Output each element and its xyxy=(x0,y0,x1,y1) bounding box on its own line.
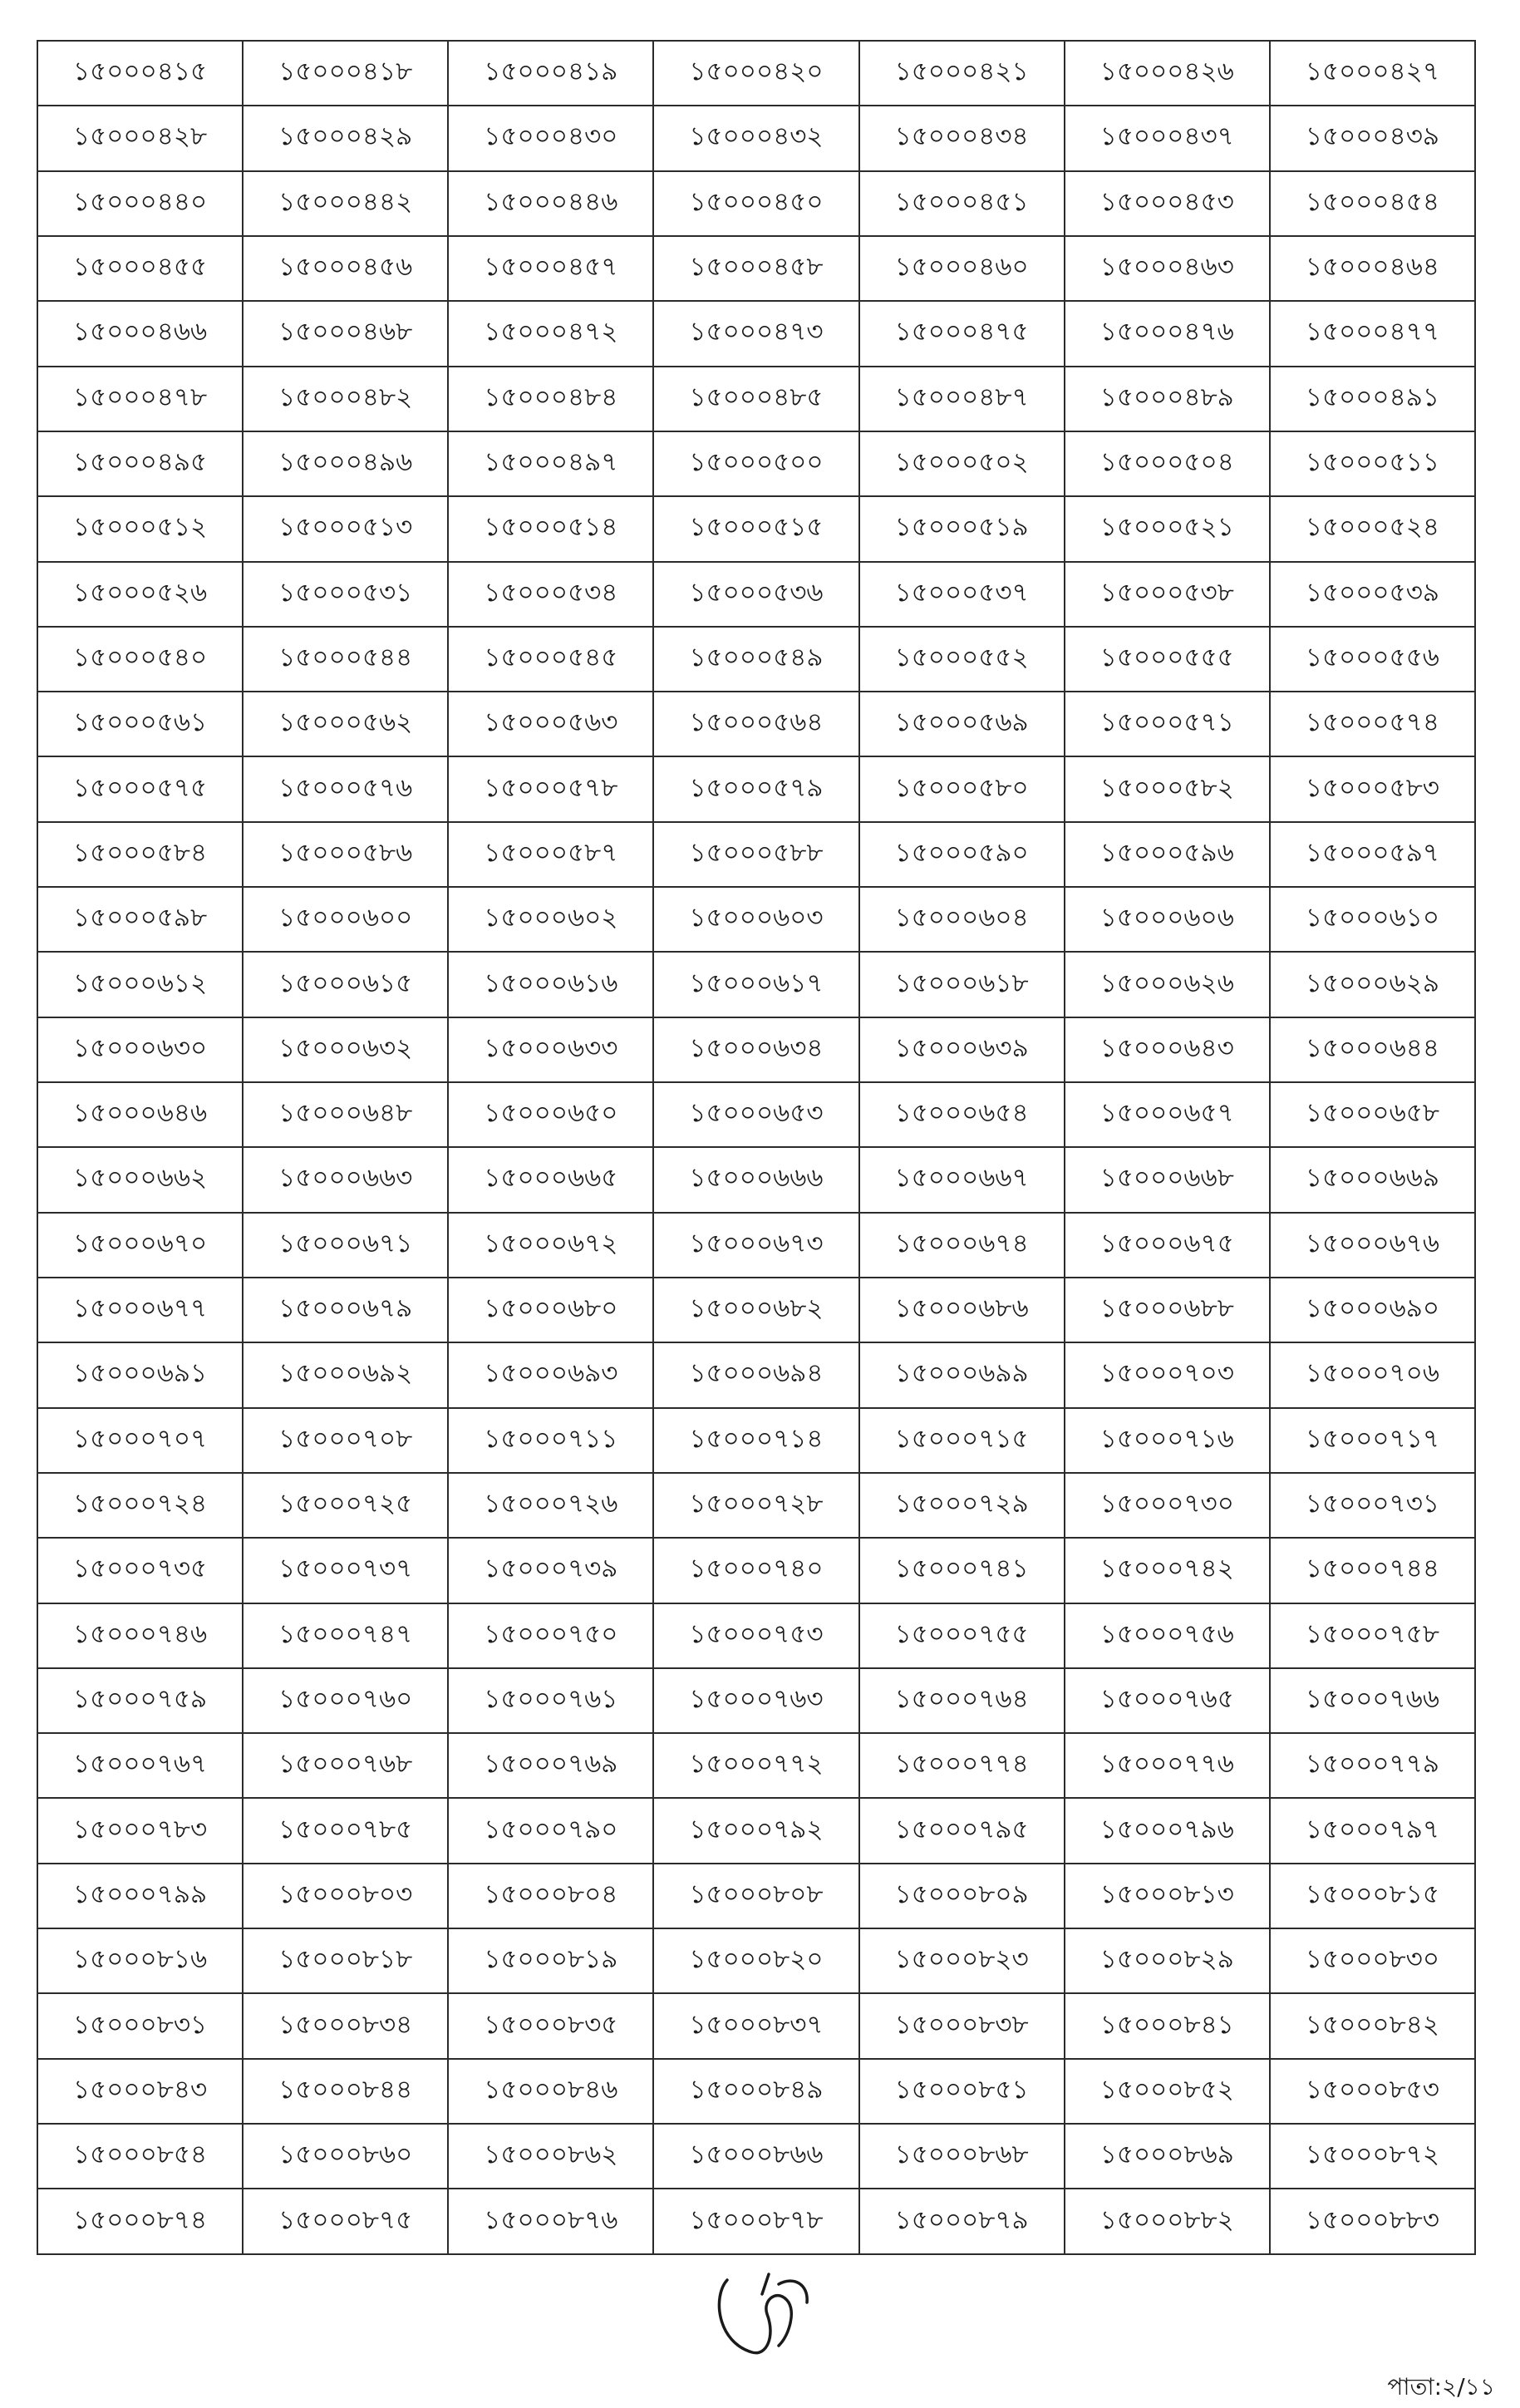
roll-number-cell: ১৫০০০৫৩৭ xyxy=(859,562,1065,627)
roll-number-cell: ১৫০০০৫১১ xyxy=(1270,431,1475,496)
table-row xyxy=(37,1278,1475,1342)
roll-number-cell: ১৫০০০৬৪৩ xyxy=(1065,1017,1270,1082)
roll-number-cell: ১৫০০০৫৬১ xyxy=(37,692,243,756)
table-row xyxy=(37,1082,1475,1147)
roll-number-cell: ১৫০০০৮৭৫ xyxy=(243,2189,448,2254)
roll-number-cell: ১৫০০০৮৩৪ xyxy=(243,1993,448,2058)
roll-number-cell: ১৫০০০৬০৩ xyxy=(653,887,858,952)
roll-number-cell: ১৫০০০৫৮৩ xyxy=(1270,756,1475,821)
roll-number-cell: ১৫০০০৫৮৭ xyxy=(448,822,653,887)
roll-number-cell: ১৫০০০৪৭৮ xyxy=(37,367,243,431)
roll-number-cell: ১৫০০০৪৫৪ xyxy=(1270,171,1475,236)
roll-number-cell: ১৫০০০৬৯২ xyxy=(243,1342,448,1407)
table-row xyxy=(37,496,1475,561)
roll-number-cell: ১৫০০০৫৯৮ xyxy=(37,887,243,952)
roll-number-cell: ১৫০০০৮১৯ xyxy=(448,1928,653,1993)
roll-number-cell: ১৫০০০৭৪১ xyxy=(859,1538,1065,1603)
roll-number-cell: ১৫০০০৫৩১ xyxy=(243,562,448,627)
table-row xyxy=(37,1798,1475,1863)
roll-number-cell: ১৫০০০৬৫৪ xyxy=(859,1082,1065,1147)
roll-number-cell: ১৫০০০৮৭৬ xyxy=(448,2189,653,2254)
roll-number-cell: ১৫০০০৮৭৪ xyxy=(37,2189,243,2254)
roll-number-cell: ১৫০০০৪৩৯ xyxy=(1270,106,1475,170)
roll-number-cell: ১৫০০০৭৫৬ xyxy=(1065,1603,1270,1668)
roll-number-cell: ১৫০০০৬১০ xyxy=(1270,887,1475,952)
roll-number-cell: ১৫০০০৮৬০ xyxy=(243,2124,448,2189)
table-row xyxy=(37,1017,1475,1082)
roll-number-cell: ১৫০০০৪৫৮ xyxy=(653,236,858,301)
table-row xyxy=(37,1538,1475,1603)
roll-number-cell: ১৫০০০৫১৯ xyxy=(859,496,1065,561)
roll-number-cell: ১৫০০০৪৯৫ xyxy=(37,431,243,496)
roll-number-cell: ১৫০০০৭২৫ xyxy=(243,1473,448,1538)
table-row xyxy=(37,1147,1475,1212)
roll-number-cell: ১৫০০০৭২৬ xyxy=(448,1473,653,1538)
roll-number-cell: ১৫০০০৪৩০ xyxy=(448,106,653,170)
roll-number-cell: ১৫০০০৬৬৫ xyxy=(448,1147,653,1212)
roll-number-cell: ১৫০০০৬৪৬ xyxy=(37,1082,243,1147)
roll-number-cell: ১৫০০০৮০৩ xyxy=(243,1864,448,1928)
roll-number-cell: ১৫০০০৫৪৫ xyxy=(448,627,653,692)
roll-number-cell: ১৫০০০৭০৮ xyxy=(243,1408,448,1473)
roll-number-cell: ১৫০০০৪১৫ xyxy=(37,41,243,106)
roll-number-cell: ১৫০০০৫৪৯ xyxy=(653,627,858,692)
roll-number-cell: ১৫০০০৫৯০ xyxy=(859,822,1065,887)
roll-number-cell: ১৫০০০৬১৭ xyxy=(653,952,858,1017)
roll-number-cell: ১৫০০০৮৪৬ xyxy=(448,2059,653,2124)
roll-number-cell: ১৫০০০৭৭৯ xyxy=(1270,1733,1475,1798)
roll-number-cell: ১৫০০০৭৮৩ xyxy=(37,1798,243,1863)
roll-number-cell: ১৫০০০৬৯৪ xyxy=(653,1342,858,1407)
roll-number-cell: ১৫০০০৫২৬ xyxy=(37,562,243,627)
roll-number-cell: ১৫০০০৬৫০ xyxy=(448,1082,653,1147)
roll-number-cell: ১৫০০০৫০৪ xyxy=(1065,431,1270,496)
roll-number-cell: ১৫০০০৭১৫ xyxy=(859,1408,1065,1473)
roll-number-cell: ১৫০০০৬০৪ xyxy=(859,887,1065,952)
roll-number-cell: ১৫০০০৭৯২ xyxy=(653,1798,858,1863)
roll-number-cell: ১৫০০০৭৬৫ xyxy=(1065,1668,1270,1733)
roll-number-cell: ১৫০০০৭৩৭ xyxy=(243,1538,448,1603)
roll-number-cell: ১৫০০০৪৬০ xyxy=(859,236,1065,301)
roll-number-cell: ১৫০০০৬১২ xyxy=(37,952,243,1017)
table-row xyxy=(37,756,1475,821)
roll-number-cell: ১৫০০০৭৬৮ xyxy=(243,1733,448,1798)
roll-number-cell: ১৫০০০৮৪১ xyxy=(1065,1993,1270,2058)
roll-number-cell: ১৫০০০৮৭৮ xyxy=(653,2189,858,2254)
roll-number-cell: ১৫০০০৬৯৯ xyxy=(859,1342,1065,1407)
roll-number-cell: ১৫০০০৭৬৬ xyxy=(1270,1668,1475,1733)
roll-number-cell: ১৫০০০৮৬৮ xyxy=(859,2124,1065,2189)
roll-number-cell: ১৫০০০৫০২ xyxy=(859,431,1065,496)
roll-number-cell: ১৫০০০৭৬৩ xyxy=(653,1668,858,1733)
roll-number-cell: ১৫০০০৪৫৬ xyxy=(243,236,448,301)
roll-number-cell: ১৫০০০৬৮২ xyxy=(653,1278,858,1342)
roll-number-cell: ১৫০০০৪৫৫ xyxy=(37,236,243,301)
roll-number-cell: ১৫০০০৫৪৪ xyxy=(243,627,448,692)
roll-number-cell: ১৫০০০৭৩৫ xyxy=(37,1538,243,1603)
roll-number-cell: ১৫০০০৬৬২ xyxy=(37,1147,243,1212)
roll-number-cell: ১৫০০০৭৮৫ xyxy=(243,1798,448,1863)
roll-number-cell: ১৫০০০৭৯৬ xyxy=(1065,1798,1270,1863)
roll-number-cell: ১৫০০০৭৬১ xyxy=(448,1668,653,1733)
roll-number-cell: ১৫০০০৪৯১ xyxy=(1270,367,1475,431)
roll-number-cell: ১৫০০০৮০৯ xyxy=(859,1864,1065,1928)
roll-number-cell: ১৫০০০৬৫৭ xyxy=(1065,1082,1270,1147)
roll-number-cell: ১৫০০০৬৬৯ xyxy=(1270,1147,1475,1212)
roll-number-cell: ১৫০০০৪২৬ xyxy=(1065,41,1270,106)
roll-number-cell: ১৫০০০৫৯৬ xyxy=(1065,822,1270,887)
roll-number-cell: ১৫০০০৮১৮ xyxy=(243,1928,448,1993)
table-row xyxy=(37,301,1475,366)
roll-number-cell: ১৫০০০৬৫৮ xyxy=(1270,1082,1475,1147)
roll-number-cell: ১৫০০০৬৬৮ xyxy=(1065,1147,1270,1212)
roll-number-cell: ১৫০০০৭৩৯ xyxy=(448,1538,653,1603)
roll-number-cell: ১৫০০০৫০০ xyxy=(653,431,858,496)
roll-number-cell: ১৫০০০৭৫৮ xyxy=(1270,1603,1475,1668)
roll-number-cell: ১৫০০০৭১৭ xyxy=(1270,1408,1475,1473)
table-row xyxy=(37,1603,1475,1668)
table-row xyxy=(37,2059,1475,2124)
roll-number-cell: ১৫০০০৫৩৮ xyxy=(1065,562,1270,627)
roll-number-cell: ১৫০০০৬০২ xyxy=(448,887,653,952)
roll-number-cell: ১৫০০০৫২৪ xyxy=(1270,496,1475,561)
table-row xyxy=(37,692,1475,756)
roll-number-cell: ১৫০০০৮৩০ xyxy=(1270,1928,1475,1993)
roll-number-cell: ১৫০০০৪৫১ xyxy=(859,171,1065,236)
roll-number-cell: ১৫০০০৭২৯ xyxy=(859,1473,1065,1538)
roll-number-cell: ১৫০০০৮০৮ xyxy=(653,1864,858,1928)
table-row xyxy=(37,2189,1475,2254)
roll-number-cell: ১৫০০০৭১১ xyxy=(448,1408,653,1473)
table-row xyxy=(37,41,1475,106)
table-row xyxy=(37,1473,1475,1538)
roll-number-cell: ১৫০০০৫৮৬ xyxy=(243,822,448,887)
roll-number-cell: ১৫০০০৭৩০ xyxy=(1065,1473,1270,1538)
roll-number-cell: ১৫০০০৫৬২ xyxy=(243,692,448,756)
roll-number-cell: ১৫০০০৭৬৪ xyxy=(859,1668,1065,1733)
table-row xyxy=(37,1213,1475,1278)
roll-number-cell: ১৫০০০৫৭৯ xyxy=(653,756,858,821)
roll-number-cell: ১৫০০০৮৫১ xyxy=(859,2059,1065,2124)
roll-number-cell: ১৫০০০৬০০ xyxy=(243,887,448,952)
roll-number-cell: ১৫০০০৬২৬ xyxy=(1065,952,1270,1017)
roll-number-cell: ১৫০০০৭১৬ xyxy=(1065,1408,1270,1473)
roll-number-cell: ১৫০০০৮২৩ xyxy=(859,1928,1065,1993)
roll-number-cell: ১৫০০০৬৬৩ xyxy=(243,1147,448,1212)
roll-number-cell: ১৫০০০৭৪৭ xyxy=(243,1603,448,1668)
roll-number-cell: ১৫০০০৮৪৯ xyxy=(653,2059,858,2124)
roll-number-cell: ১৫০০০৭২৮ xyxy=(653,1473,858,1538)
roll-number-cell: ১৫০০০৮৮৩ xyxy=(1270,2189,1475,2254)
roll-number-cell: ১৫০০০৮৮২ xyxy=(1065,2189,1270,2254)
roll-number-cell: ১৫০০০৬৬৭ xyxy=(859,1147,1065,1212)
roll-number-cell: ১৫০০০৭৪২ xyxy=(1065,1538,1270,1603)
roll-number-cell: ১৫০০০৬৩২ xyxy=(243,1017,448,1082)
roll-number-cell: ১৫০০০৫৮৮ xyxy=(653,822,858,887)
table-row xyxy=(37,1733,1475,1798)
roll-number-cell: ১৫০০০৬৪৪ xyxy=(1270,1017,1475,1082)
roll-number-cell: ১৫০০০৬৭৬ xyxy=(1270,1213,1475,1278)
roll-number-cell: ১৫০০০৪৫৩ xyxy=(1065,171,1270,236)
roll-number-cell: ১৫০০০৬২৯ xyxy=(1270,952,1475,1017)
roll-number-cell: ১৫০০০৪৪২ xyxy=(243,171,448,236)
roll-number-cell: ১৫০০০৫৫২ xyxy=(859,627,1065,692)
roll-number-cell: ১৫০০০৫৬৩ xyxy=(448,692,653,756)
roll-number-cell: ১৫০০০৭০৬ xyxy=(1270,1342,1475,1407)
table-row xyxy=(37,952,1475,1017)
roll-number-cell: ১৫০০০৭০৭ xyxy=(37,1408,243,1473)
table-row xyxy=(37,1993,1475,2058)
roll-number-cell: ১৫০০০৭৩১ xyxy=(1270,1473,1475,1538)
roll-number-cell: ১৫০০০৭৭২ xyxy=(653,1733,858,1798)
roll-number-cell: ১৫০০০৬৭৭ xyxy=(37,1278,243,1342)
roll-number-cell: ১৫০০০৬৭৩ xyxy=(653,1213,858,1278)
roll-number-cell: ১৫০০০৫৮৪ xyxy=(37,822,243,887)
roll-number-cell: ১৫০০০৪৯৬ xyxy=(243,431,448,496)
roll-number-cell: ১৫০০০৪৯৭ xyxy=(448,431,653,496)
roll-number-cell: ১৫০০০৮১৫ xyxy=(1270,1864,1475,1928)
roll-number-cell: ১৫০০০৮৩১ xyxy=(37,1993,243,2058)
roll-number-cell: ১৫০০০৫৫৫ xyxy=(1065,627,1270,692)
roll-number-cell: ১৫০০০৫১৩ xyxy=(243,496,448,561)
roll-number-cell: ১৫০০০৫৮০ xyxy=(859,756,1065,821)
roll-number-cell: ১৫০০০৪৫৭ xyxy=(448,236,653,301)
roll-number-cell: ১৫০০০৪২৯ xyxy=(243,106,448,170)
roll-number-cell: ১৫০০০৮৪৪ xyxy=(243,2059,448,2124)
roll-number-cell: ১৫০০০৮১৬ xyxy=(37,1928,243,1993)
table-row xyxy=(37,1864,1475,1928)
roll-number-cell: ১৫০০০৪৬৮ xyxy=(243,301,448,366)
roll-number-cell: ১৫০০০৮৫২ xyxy=(1065,2059,1270,2124)
roll-number-cell: ১৫০০০৭৯৫ xyxy=(859,1798,1065,1863)
roll-number-cell: ১৫০০০৮৪২ xyxy=(1270,1993,1475,2058)
roll-number-cell: ১৫০০০৬৭৪ xyxy=(859,1213,1065,1278)
roll-number-cell: ১৫০০০৬৩০ xyxy=(37,1017,243,1082)
roll-number-cell: ১৫০০০৭৯৯ xyxy=(37,1864,243,1928)
table-row xyxy=(37,627,1475,692)
roll-number-cell: ১৫০০০৪৮৫ xyxy=(653,367,858,431)
roll-number-cell: ১৫০০০৮২৯ xyxy=(1065,1928,1270,1993)
roll-number-cell: ১৫০০০৮৬২ xyxy=(448,2124,653,2189)
roll-number-cell: ১৫০০০৬৯৩ xyxy=(448,1342,653,1407)
table-row xyxy=(37,236,1475,301)
roll-number-cell: ১৫০০০৬৭৯ xyxy=(243,1278,448,1342)
roll-number-cell: ১৫০০০৬৫৩ xyxy=(653,1082,858,1147)
roll-number-cell: ১৫০০০৪৫০ xyxy=(653,171,858,236)
roll-number-cell: ১৫০০০৬৭১ xyxy=(243,1213,448,1278)
roll-number-table-body xyxy=(37,41,1475,2254)
roll-number-cell: ১৫০০০৫৪০ xyxy=(37,627,243,692)
roll-number-cell: ১৫০০০৪৭৭ xyxy=(1270,301,1475,366)
table-row xyxy=(37,822,1475,887)
roll-number-cell: ১৫০০০৮৬৯ xyxy=(1065,2124,1270,2189)
roll-number-cell: ১৫০০০৬৪৮ xyxy=(243,1082,448,1147)
roll-number-cell: ১৫০০০৫৭৬ xyxy=(243,756,448,821)
roll-number-cell: ১৫০০০৬৭৫ xyxy=(1065,1213,1270,1278)
roll-number-cell: ১৫০০০৮১৩ xyxy=(1065,1864,1270,1928)
roll-number-cell: ১৫০০০৫৬৯ xyxy=(859,692,1065,756)
roll-number-cell: ১৫০০০৪৪০ xyxy=(37,171,243,236)
signature-initial xyxy=(702,2259,827,2367)
table-row xyxy=(37,1928,1475,1993)
roll-number-cell: ১৫০০০৫৬৪ xyxy=(653,692,858,756)
roll-number-cell: ১৫০০০৬১৬ xyxy=(448,952,653,1017)
roll-number-cell: ১৫০০০৮৩৭ xyxy=(653,1993,858,2058)
table-row xyxy=(37,1668,1475,1733)
roll-number-table xyxy=(37,40,1476,2255)
roll-number-cell: ১৫০০০৮৫৪ xyxy=(37,2124,243,2189)
roll-number-cell: ১৫০০০৪৬৩ xyxy=(1065,236,1270,301)
roll-number-cell: ১৫০০০৫১৫ xyxy=(653,496,858,561)
roll-number-cell: ১৫০০০৮২০ xyxy=(653,1928,858,1993)
table-row xyxy=(37,431,1475,496)
roll-number-cell: ১৫০০০৭৫০ xyxy=(448,1603,653,1668)
table-row xyxy=(37,2124,1475,2189)
roll-number-cell: ১৫০০০৭৫৫ xyxy=(859,1603,1065,1668)
roll-number-cell: ১৫০০০৭৯০ xyxy=(448,1798,653,1863)
roll-number-cell: ১৫০০০৪২৮ xyxy=(37,106,243,170)
roll-number-cell: ১৫০০০৬৭০ xyxy=(37,1213,243,1278)
roll-number-cell: ১৫০০০৫৩৯ xyxy=(1270,562,1475,627)
roll-number-cell: ১৫০০০৬৩৩ xyxy=(448,1017,653,1082)
roll-number-cell: ১৫০০০৮৫৩ xyxy=(1270,2059,1475,2124)
roll-number-cell: ১৫০০০৪৬৬ xyxy=(37,301,243,366)
page-number: পাতা:২/১১ xyxy=(1387,2373,1495,2401)
roll-number-cell: ১৫০০০৬৯১ xyxy=(37,1342,243,1407)
roll-number-cell: ১৫০০০৫৫৬ xyxy=(1270,627,1475,692)
table-row xyxy=(37,1342,1475,1407)
roll-number-cell: ১৫০০০৬৯০ xyxy=(1270,1278,1475,1342)
roll-number-cell: ১৫০০০৫৯৭ xyxy=(1270,822,1475,887)
roll-number-cell: ১৫০০০৪৮৪ xyxy=(448,367,653,431)
roll-number-cell: ১৫০০০৭৬০ xyxy=(243,1668,448,1733)
roll-number-cell: ১৫০০০৮৬৬ xyxy=(653,2124,858,2189)
roll-number-cell: ১৫০০০৫১২ xyxy=(37,496,243,561)
table-row xyxy=(37,171,1475,236)
roll-number-cell: ১৫০০০৪২৭ xyxy=(1270,41,1475,106)
roll-number-cell: ১৫০০০৭৪৪ xyxy=(1270,1538,1475,1603)
table-row xyxy=(37,1408,1475,1473)
roll-number-cell: ১৫০০০৪৭৬ xyxy=(1065,301,1270,366)
roll-number-cell: ১৫০০০৪৪৬ xyxy=(448,171,653,236)
roll-number-cell: ১৫০০০৪১৮ xyxy=(243,41,448,106)
roll-number-cell: ১৫০০০৫৭১ xyxy=(1065,692,1270,756)
roll-number-cell: ১৫০০০৫১৪ xyxy=(448,496,653,561)
table-row xyxy=(37,106,1475,170)
table-row xyxy=(37,562,1475,627)
roll-number-cell: ১৫০০০৪৮২ xyxy=(243,367,448,431)
roll-number-cell: ১৫০০০৭৬৯ xyxy=(448,1733,653,1798)
roll-number-cell: ১৫০০০৭৫৯ xyxy=(37,1668,243,1733)
roll-number-cell: ১৫০০০৮৭২ xyxy=(1270,2124,1475,2189)
roll-number-cell: ১৫০০০৪৬৪ xyxy=(1270,236,1475,301)
roll-number-cell: ১৫০০০৭৫৩ xyxy=(653,1603,858,1668)
roll-number-cell: ১৫০০০৬১৮ xyxy=(859,952,1065,1017)
roll-number-cell: ১৫০০০৬৮৮ xyxy=(1065,1278,1270,1342)
roll-number-cell: ১৫০০০৭৪০ xyxy=(653,1538,858,1603)
roll-number-cell: ১৫০০০৪১৯ xyxy=(448,41,653,106)
roll-number-cell: ১৫০০০৬৬৬ xyxy=(653,1147,858,1212)
roll-number-cell: ১৫০০০৫৭৪ xyxy=(1270,692,1475,756)
roll-number-cell: ১৫০০০৭৯৭ xyxy=(1270,1798,1475,1863)
table-row xyxy=(37,887,1475,952)
roll-number-cell: ১৫০০০৭৬৭ xyxy=(37,1733,243,1798)
roll-number-cell: ১৫০০০৪৮৭ xyxy=(859,367,1065,431)
roll-number-cell: ১৫০০০৪৩৭ xyxy=(1065,106,1270,170)
roll-number-cell: ১৫০০০৭৪৬ xyxy=(37,1603,243,1668)
roll-number-cell: ১৫০০০৫২১ xyxy=(1065,496,1270,561)
roll-number-cell: ১৫০০০৬৮০ xyxy=(448,1278,653,1342)
roll-number-cell: ১৫০০০৪৭৫ xyxy=(859,301,1065,366)
roll-number-cell: ১৫০০০৪২১ xyxy=(859,41,1065,106)
table-row xyxy=(37,367,1475,431)
roll-number-cell: ১৫০০০৫৮২ xyxy=(1065,756,1270,821)
roll-number-cell: ১৫০০০৬৩৯ xyxy=(859,1017,1065,1082)
roll-number-cell: ১৫০০০৬০৬ xyxy=(1065,887,1270,952)
roll-number-cell: ১৫০০০৫৩৬ xyxy=(653,562,858,627)
roll-number-cell: ১৫০০০৭২৪ xyxy=(37,1473,243,1538)
roll-number-cell: ১৫০০০৫৩৪ xyxy=(448,562,653,627)
roll-number-cell: ১৫০০০৭৭৬ xyxy=(1065,1733,1270,1798)
roll-number-cell: ১৫০০০৪৩২ xyxy=(653,106,858,170)
roll-number-cell: ১৫০০০৬৭২ xyxy=(448,1213,653,1278)
roll-number-cell: ১৫০০০৪৩৪ xyxy=(859,106,1065,170)
roll-number-cell: ১৫০০০৬১৫ xyxy=(243,952,448,1017)
roll-number-cell: ১৫০০০৮৩৮ xyxy=(859,1993,1065,2058)
roll-number-cell: ১৫০০০৭৭৪ xyxy=(859,1733,1065,1798)
roll-number-cell: ১৫০০০৮৩৫ xyxy=(448,1993,653,2058)
roll-number-cell: ১৫০০০৭০৩ xyxy=(1065,1342,1270,1407)
roll-number-cell: ১৫০০০৮০৪ xyxy=(448,1864,653,1928)
roll-number-cell: ১৫০০০৬৮৬ xyxy=(859,1278,1065,1342)
roll-number-cell: ১৫০০০৮৪৩ xyxy=(37,2059,243,2124)
roll-number-cell: ১৫০০০৬৩৪ xyxy=(653,1017,858,1082)
roll-number-cell: ১৫০০০৮৭৯ xyxy=(859,2189,1065,2254)
roll-number-cell: ১৫০০০৪৮৯ xyxy=(1065,367,1270,431)
roll-number-cell: ১৫০০০৪৭২ xyxy=(448,301,653,366)
roll-number-cell: ১৫০০০৭১৪ xyxy=(653,1408,858,1473)
roll-number-cell: ১৫০০০৪২০ xyxy=(653,41,858,106)
roll-number-cell: ১৫০০০৪৭৩ xyxy=(653,301,858,366)
roll-number-cell: ১৫০০০৫৭৫ xyxy=(37,756,243,821)
roll-number-cell: ১৫০০০৫৭৮ xyxy=(448,756,653,821)
